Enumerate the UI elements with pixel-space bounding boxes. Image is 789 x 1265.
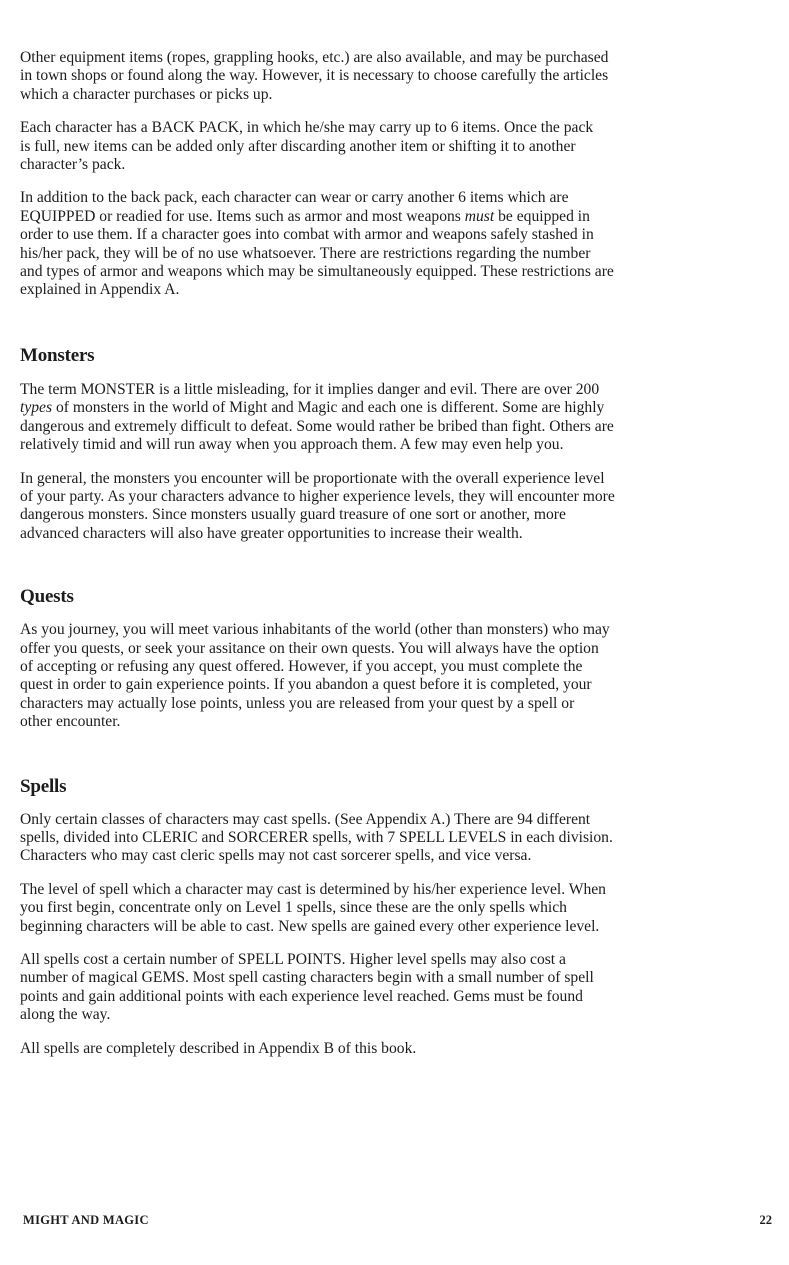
spells-paragraph-1: Only certain classes of characters may cast spells. (See Appendix A.) There are 94 different spells, divided into CLERIC and SORCERER spells, with 7 SPELL LEVELS in each division. Characters who may cast cleric spells may not cast sorcerer spells, and vice versa.: [20, 810, 613, 865]
spells-heading: Spells: [20, 775, 67, 797]
spells-paragraph-3: All spells cost a certain number of SPELL POINTS. Higher level spells may also cost a number of magical GEMS. Most spell casting characters begin with a small number of spell points and gain additional points with each experience level reached. Gems must be found along the way.: [20, 951, 594, 1024]
spells-paragraph-2: The level of spell which a character may cast is determined by his/her experience level. When you first begin, concentrate only on Level 1 spells, since these are the only spells which beginning characters will be able to cast. New spells are gained every other experience level.: [20, 880, 606, 935]
intro-paragraph-1: Other equipment items (ropes, grappling hooks, etc.) are also available, and may be purchased in town shops or found along the way. However, it is necessary to choose carefully the articles which a character purchases or picks up.: [20, 49, 609, 103]
emphasis-types: types: [20, 399, 53, 417]
monsters-paragraph-2: In general, the monsters you encounter will be proportionate with the overall experience level of your party. As your characters advance to higher experience levels, they will encounter more dangerous monsters. Since monsters usually guard treasure of one sort or another, more advanced characters will also have greater opportunities to increase their wealth.: [20, 469, 615, 542]
monsters-heading: Monsters: [20, 344, 95, 366]
monsters-paragraph-1: The term MONSTER is a little misleading, for it implies danger and evil. There are over 200 types of monsters in the world of Might and Magic and each one is different. Some are highly dangerous and extremely difficult to defeat. Some would rather be bribed than fight. Others are relatively timid and will run away when you approach them. A few may even help you.: [20, 380, 614, 454]
quests-heading: Quests: [20, 586, 74, 608]
emphasis-must: must: [464, 207, 495, 225]
footer-page-number: 22: [759, 1213, 772, 1227]
quests-paragraph-1: As you journey, you will meet various inhabitants of the world (other than monsters) who may offer you quests, or seek your assitance on their own quests. You will always have the option of accepting or refusing any quest offered. However, if you accept, you must complete the quest in order to gain experience points. If you abandon a quest before it is completed, your characters may actually lose points, unless you are released from your quest by a spell or other encounter.: [20, 621, 610, 731]
spells-paragraph-4: All spells are completely described in Appendix B of this book.: [20, 1039, 417, 1057]
intro-paragraph-3: In addition to the back pack, each character can wear or carry another 6 items which are EQUIPPED or readied for use. Items such as armor and most weapons must be equipped in order to use them. If a character goes into combat with armor and weapons safely stashed in his/her pack, they will be of no use whatsoever. There are restrictions regarding the number and types of armor and weapons which may be simultaneously equipped. These restrictions are explained in Appendix A.: [20, 189, 614, 299]
intro-paragraph-2: Each character has a BACK PACK, in which he/she may carry up to 6 items. Once the pack is full, new items can be added only after discarding another item or shifting it to another character’s pack.: [20, 119, 594, 174]
footer-book-title: MIGHT AND MAGIC: [23, 1213, 149, 1227]
page-body: [20, 49, 772, 1058]
